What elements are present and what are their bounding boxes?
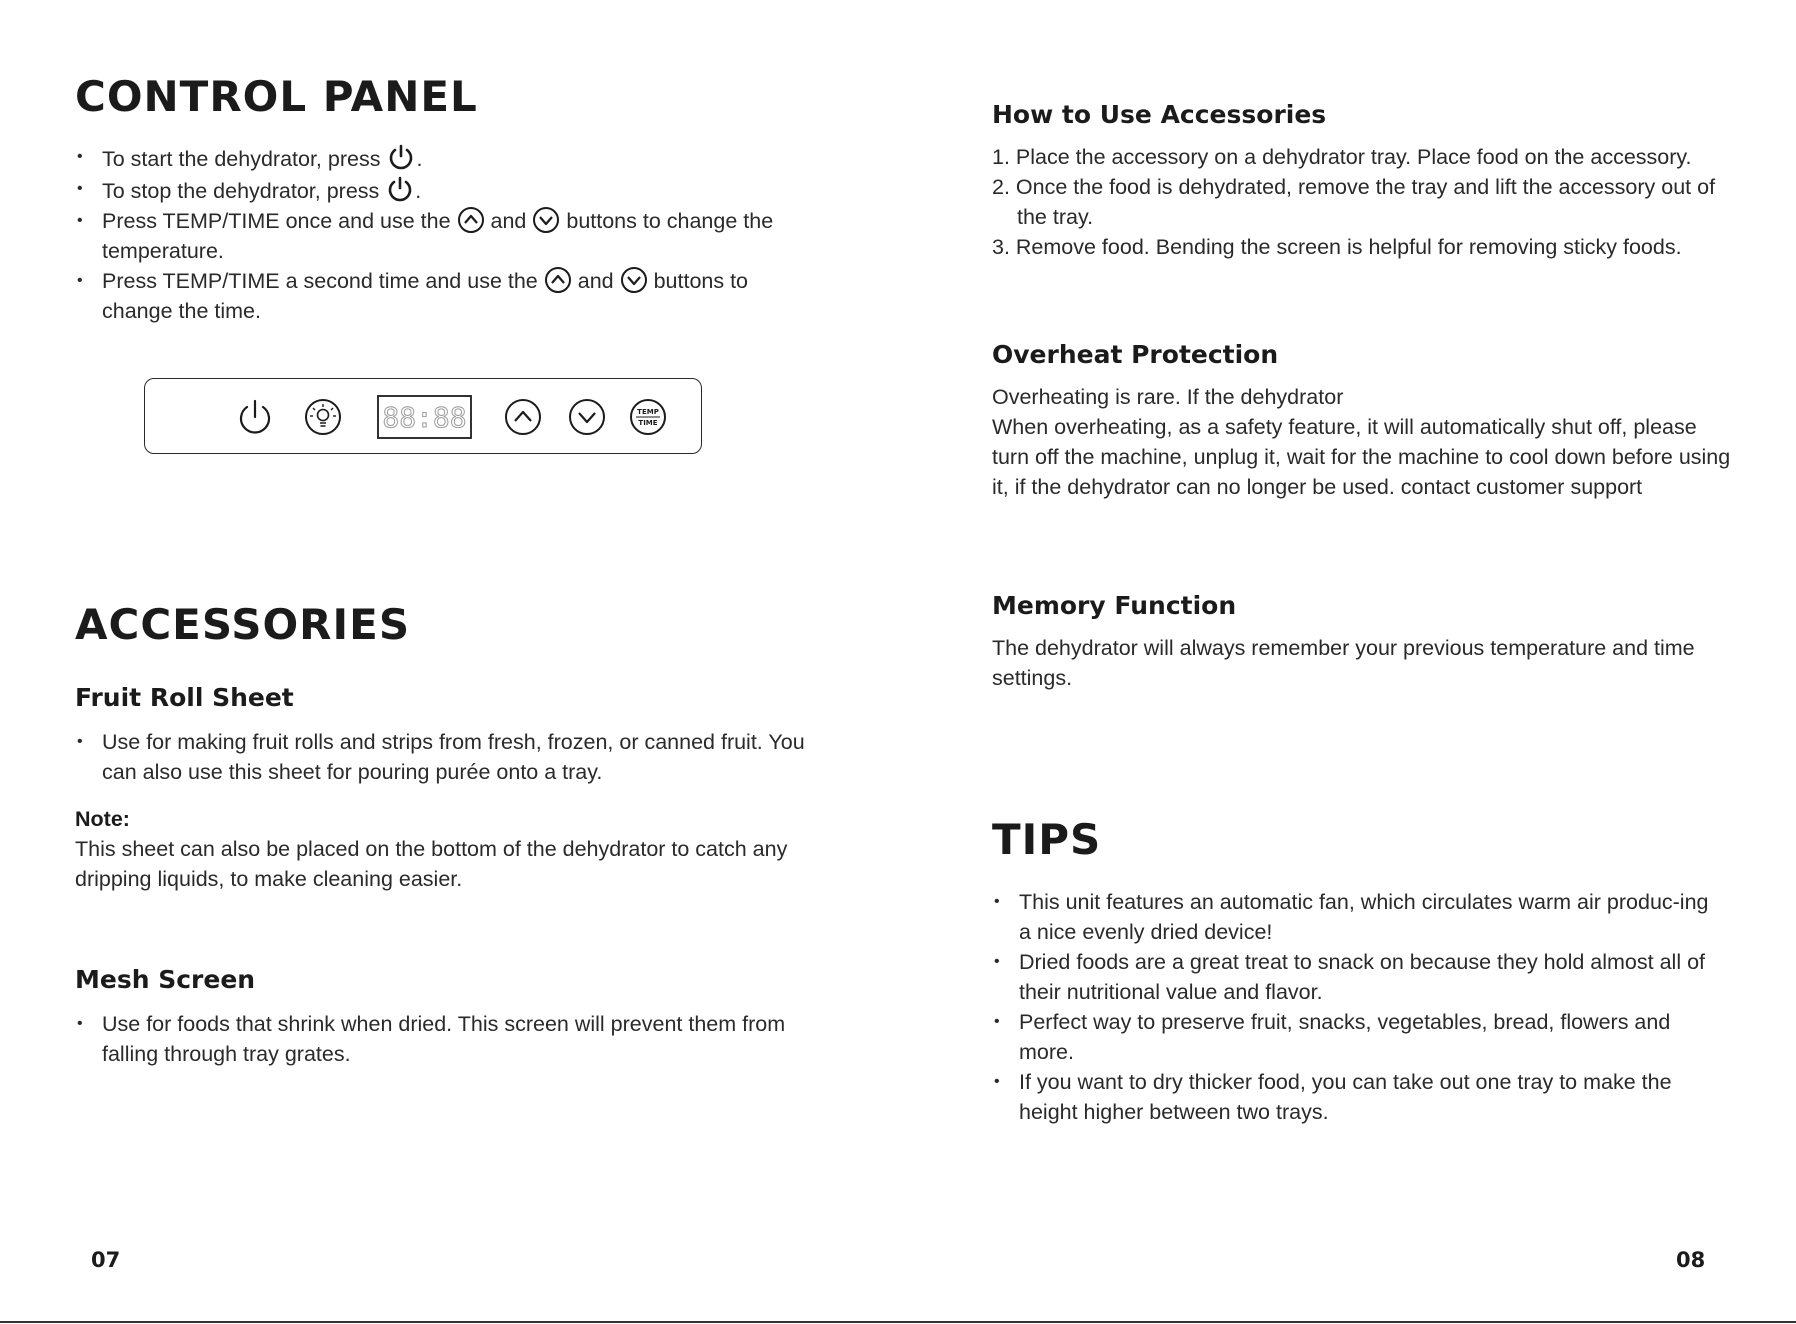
list-item <box>75 174 815 206</box>
control-panel-svg <box>145 379 703 455</box>
bullet-text: To start the dehydrator, press <box>102 147 381 171</box>
list-item: • This unit features an automatic fan, which circulates warm air produc-ing a nice evenly dried device! <box>992 887 1717 947</box>
memory-text: The dehydrator will always remember your previous temperature and time settings. <box>992 636 1695 690</box>
control-panel-diagram <box>144 378 702 454</box>
how-to-use-heading: How to Use Accessories <box>992 100 1327 129</box>
control-panel-bullets <box>75 142 815 326</box>
power-icon <box>241 401 269 432</box>
list-item: 2. Once the food is dehydrated, remove the tray and lift the accessory out of the tray. <box>992 175 1716 229</box>
tips-title: TIPS <box>992 815 1102 864</box>
temp-time-icon <box>631 400 665 434</box>
page-number-left: 07 <box>91 1248 121 1272</box>
up-arrow-icon <box>506 400 540 434</box>
list-item: 3. Remove food. Bending the screen is helpful for removing sticky foods. <box>992 235 1682 259</box>
down-arrow-icon <box>532 206 560 234</box>
bullet-and: and <box>577 269 614 293</box>
overheat-line2: When overheating, as a safety feature, it will automatically shut off, please turn off the machine, unplug it, wait for the machine to cool down before using it, if the dehydrator can no longer be used. contact customer support <box>992 415 1731 499</box>
bullet-text: buttons to change the time. <box>102 269 749 323</box>
overheat-line1: Overheating is rare. If the dehydrator <box>992 385 1344 409</box>
svg-text:TEMP: TEMP <box>637 408 659 416</box>
bullet-suffix: . <box>416 147 423 171</box>
light-icon <box>306 400 340 434</box>
accessories-title: ACCESSORIES <box>75 600 411 649</box>
tips-bullets <box>992 887 1717 1127</box>
svg-text:88:88: 88:88 <box>382 401 467 434</box>
list-item: • Dried foods are a great treat to snack on because they hold almost all of their nutritional value and flavor. <box>992 947 1717 1007</box>
list-item <box>75 142 815 174</box>
bottom-rule <box>0 1321 1796 1323</box>
power-icon <box>385 174 415 204</box>
down-arrow-icon <box>620 266 648 294</box>
list-item <box>75 266 815 326</box>
power-icon <box>386 142 416 172</box>
list-item: • Perfect way to preserve fruit, snacks, vegetables, bread, flowers and more. <box>992 1007 1717 1067</box>
control-panel-title: CONTROL PANEL <box>75 72 478 121</box>
svg-text:TIME: TIME <box>638 419 658 427</box>
note-label: Note: <box>75 807 130 831</box>
up-arrow-icon <box>457 206 485 234</box>
how-to-use-steps <box>992 142 1737 262</box>
up-arrow-icon <box>544 266 572 294</box>
bullet-text: Press TEMP/TIME once and use the <box>102 209 451 233</box>
page-number-right: 08 <box>1676 1248 1706 1272</box>
down-arrow-icon <box>570 400 604 434</box>
list-item: • Use for foods that shrink when dried. This screen will prevent them from falling through tray grates. <box>75 1009 815 1069</box>
mesh-screen-bullets <box>75 1009 815 1069</box>
display-digits <box>378 396 471 438</box>
fruit-roll-bullets <box>75 727 810 787</box>
mesh-screen-heading: Mesh Screen <box>75 965 256 994</box>
bullet-suffix: . <box>415 179 422 203</box>
list-item: • Use for making fruit rolls and strips from fresh, frozen, or canned fruit. You can also use this sheet for pouring purée onto a tray. <box>75 727 810 787</box>
list-item: 1. Place the accessory on a dehydrator tray. Place food on the accessory. <box>992 145 1692 169</box>
bullet-and: and <box>490 209 527 233</box>
bullet-text: buttons to change the temperature. <box>102 209 774 263</box>
overheat-heading: Overheat Protection <box>992 340 1279 369</box>
memory-heading: Memory Function <box>992 591 1237 620</box>
list-item <box>75 206 815 266</box>
bullet-text: Press TEMP/TIME a second time and use the <box>102 269 538 293</box>
list-item: • If you want to dry thicker food, you can take out one tray to make the height higher between two trays. <box>992 1067 1717 1127</box>
fruit-roll-sheet-heading: Fruit Roll Sheet <box>75 683 294 712</box>
bullet-text: To stop the dehydrator, press <box>102 179 380 203</box>
note-text: This sheet can also be placed on the bottom of the dehydrator to catch any dripping liquids, to make cleaning easier. <box>75 837 788 891</box>
